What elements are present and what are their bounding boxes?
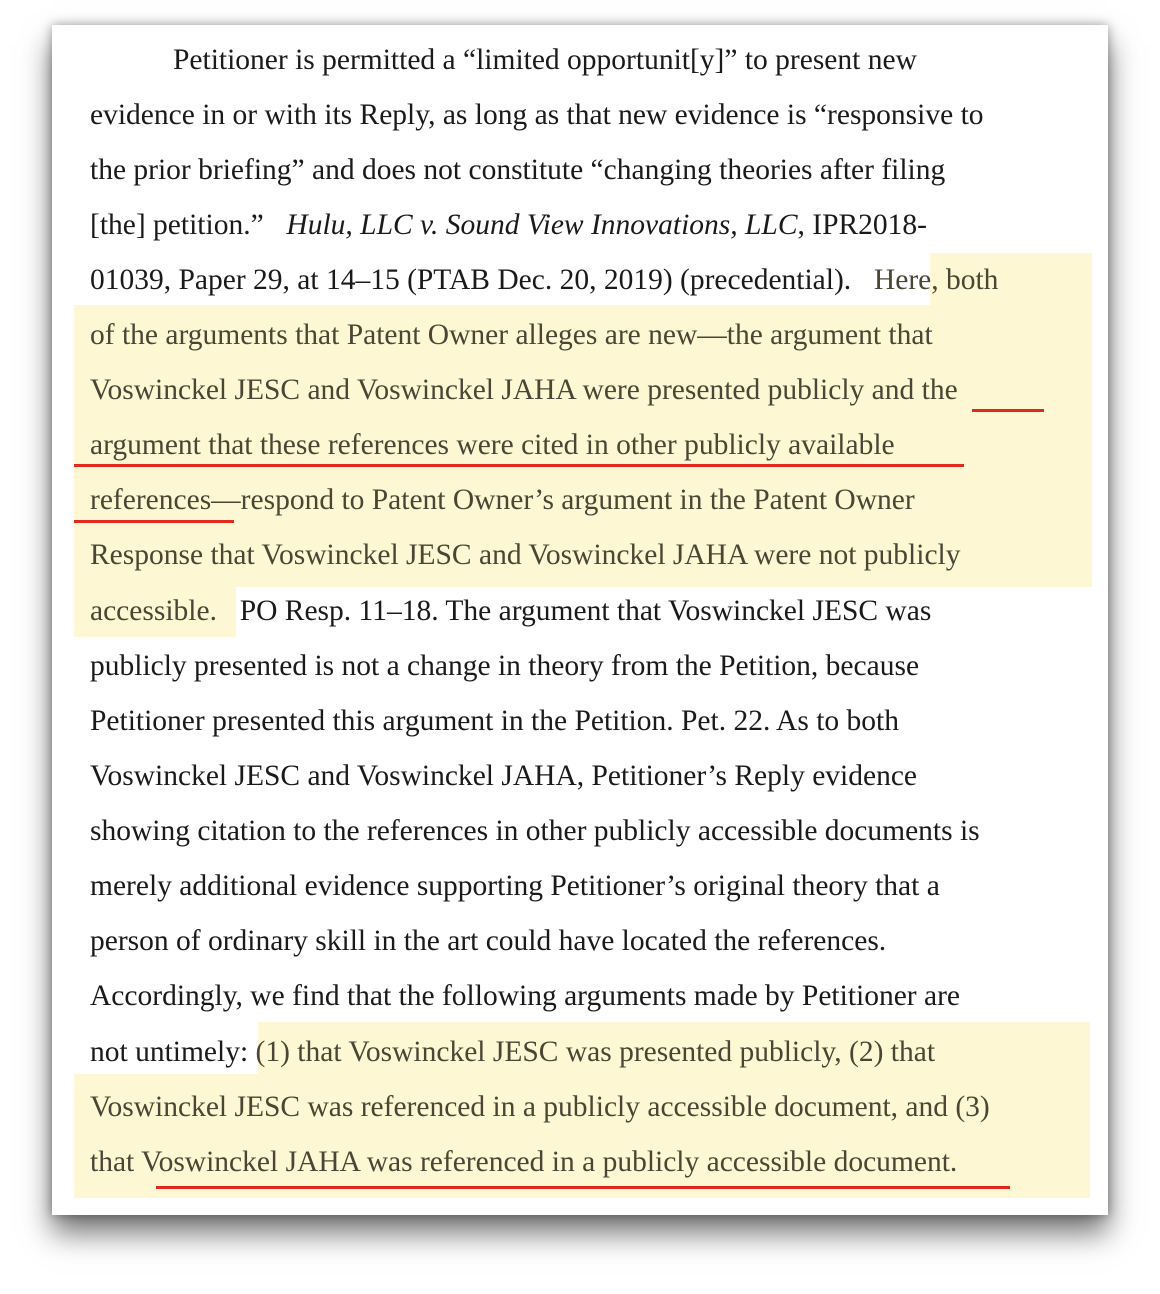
text-line: references—respond to Patent Owner’s argument in the Patent Owner (90, 484, 915, 516)
text-line: merely additional evidence supporting Petitioner’s original theory that a (90, 870, 940, 902)
underline (156, 1186, 1010, 1189)
text-line: the prior briefing” and does not constitute “changing theories after filing (90, 154, 946, 186)
text-line: that Voswinckel JAHA was referenced in a publicly accessible document. (90, 1146, 958, 1178)
document-page (52, 25, 1108, 1215)
text-line: 01039, Paper 29, at 14–15 (PTAB Dec. 20, 2019) (precedential). Here, both (90, 264, 999, 296)
text-line: publicly presented is not a change in theory from the Petition, because (90, 650, 920, 682)
underline (74, 520, 234, 523)
text-line: argument that these references were cited in other publicly available (90, 429, 895, 461)
text-line: Voswinckel JESC and Voswinckel JAHA, Petitioner’s Reply evidence (90, 760, 918, 792)
text-line: not untimely: (1) that Voswinckel JESC was presented publicly, (2) that (90, 1036, 936, 1068)
text-line: showing citation to the references in other publicly accessible documents is (90, 815, 980, 847)
text-line: Response that Voswinckel JESC and Voswinckel JAHA were not publicly (90, 539, 961, 571)
text-line: accessible. PO Resp. 11–18. The argument that Voswinckel JESC was (90, 595, 932, 627)
text-line: of the arguments that Patent Owner alleges are new—the argument that (90, 319, 933, 351)
text-line: person of ordinary skill in the art could have located the references. (90, 925, 887, 957)
text-line: evidence in or with its Reply, as long as that new evidence is “responsive to (90, 99, 984, 131)
text-line: Voswinckel JESC and Voswinckel JAHA were presented publicly and the (90, 374, 958, 406)
case-citation: Hulu, LLC v. Sound View Innovations, LLC (286, 209, 798, 241)
text-line: Petitioner is permitted a “limited opportunit[y]” to present new (173, 44, 917, 76)
underline (972, 409, 1044, 412)
text-line: Voswinckel JESC was referenced in a publicly accessible document, and (3) (90, 1091, 990, 1123)
text-line: [the] petition.” Hulu, LLC v. Sound View Innovations, LLC, IPR2018- (90, 209, 927, 241)
highlighted-text: Here, both (873, 264, 999, 296)
text-line: Petitioner presented this argument in the Petition. Pet. 22. As to both (90, 705, 899, 737)
highlighted-text: accessible. (90, 595, 217, 627)
text-line: Accordingly, we find that the following arguments made by Petitioner are (90, 980, 961, 1012)
underline (74, 464, 964, 467)
highlighted-text: (1) that Voswinckel JESC was presented publicly, (2) that (248, 1036, 936, 1068)
